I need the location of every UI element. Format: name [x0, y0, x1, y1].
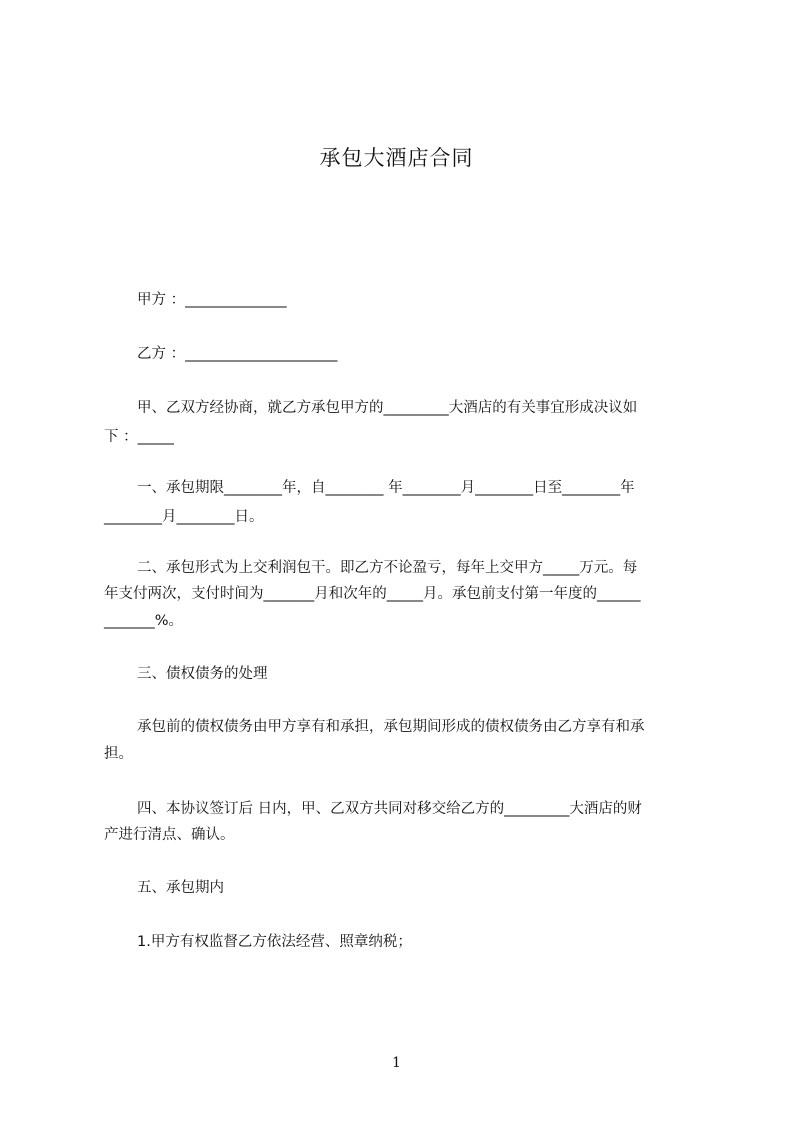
party-b-line: 乙方 ：_____________________ — [137, 346, 338, 362]
clause-3-line-1: 承包前的债权债务由甲方享有和承担，承包期间形成的债权债务由乙方享有和承 — [137, 719, 645, 735]
document-title: 承包大酒店合同 — [319, 146, 474, 170]
preamble-line-1: 甲、乙双方经协商，就乙方承包甲方的_________大酒店的有关事宜形成决议如 — [137, 400, 638, 416]
preamble-line-2: 下 ：_____ — [104, 429, 174, 445]
clause-2-line-1: 二、承包形式为上交利润包干。即乙方不论盈亏，每年上交甲方_____万元。每 — [137, 560, 638, 576]
page-number: 1 — [392, 1055, 401, 1071]
clause-5-item-1: 1.甲方有权监督乙方依法经营、照章纳税； — [137, 934, 412, 950]
clause-2-line-3: _______%。 — [104, 613, 184, 629]
clause-5-heading: 五、承包期内 — [137, 880, 224, 896]
clause-4-line-1: 四、本协议签订后 日内，甲、乙双方共同对移交给乙方的_________大酒店的财 — [137, 801, 642, 817]
clause-2-line-2: 年支付两次，支付时间为_______月和次年的_____月。承包前支付第一年度的______ — [104, 586, 641, 602]
clause-1-line-2: ________月________日。 — [104, 509, 264, 525]
clause-3-heading: 三、债权债务的处理 — [137, 666, 268, 682]
clause-3-line-2: 担。 — [104, 746, 133, 762]
clause-4-line-2: 产进行清点、确认。 — [104, 827, 235, 843]
party-a-line: 甲方 ：______________ — [137, 292, 287, 308]
clause-1-line-1: 一、承包期限________年，自________ 年________月________日至________年 — [137, 480, 635, 496]
